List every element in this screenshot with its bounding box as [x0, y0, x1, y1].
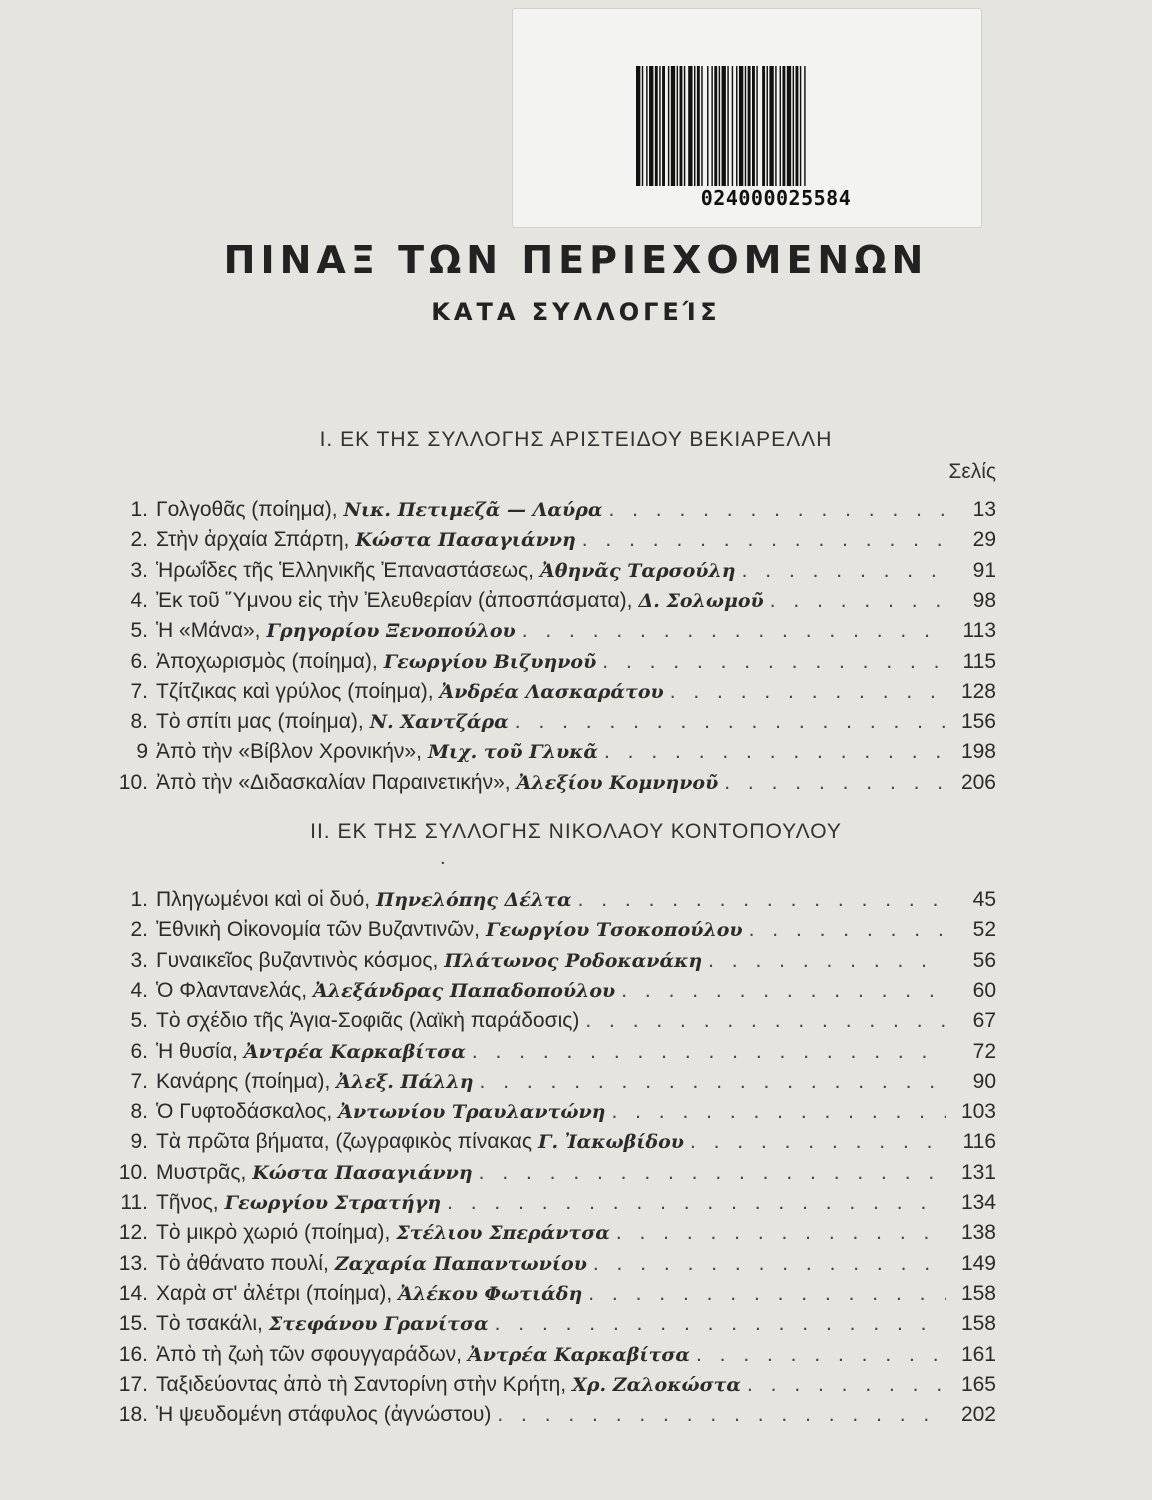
- toc-entry: [110, 680, 996, 710]
- entry-number: 6.: [130, 649, 148, 673]
- entry-page-number: 103: [960, 1100, 996, 1124]
- entry-author: Κώστα Πασαγιάννη: [252, 1161, 473, 1184]
- entry-number: 4.: [130, 588, 148, 612]
- dot-leader: [749, 918, 946, 942]
- entry-page-number: 98: [972, 588, 996, 612]
- entry-author: Κώστα Πασαγιάννη: [355, 529, 576, 552]
- entry-title: Γυναικεῖος βυζαντινὸς κόσμος,: [156, 948, 439, 972]
- toc-entry: [110, 589, 996, 619]
- entry-number: 7.: [130, 679, 148, 703]
- toc-entry: [110, 1312, 996, 1342]
- entry-number: 9: [136, 740, 148, 764]
- entry-title: Ἀποχωρισμὸς (ποίημα),: [156, 649, 378, 673]
- toc-entry: [110, 1282, 996, 1312]
- dot-leader: [670, 680, 946, 704]
- entry-title: Ταξιδεύοντας ἀπὸ τὴ Σαντορίνη στὴν Κρήτη,: [156, 1372, 567, 1396]
- entry-number: 2.: [130, 918, 148, 942]
- dot-leader: [582, 528, 946, 552]
- toc-entry: [110, 1130, 996, 1160]
- dot-leader: [621, 979, 946, 1003]
- toc-entry: [110, 1161, 996, 1191]
- pages-column-header: Σελίς: [948, 460, 996, 483]
- entry-author: Χρ. Ζαλοκώστα: [572, 1373, 741, 1396]
- entry-number: 13.: [118, 1251, 148, 1275]
- entry-title: Μυστρᾶς,: [156, 1160, 247, 1184]
- entry-page-number: 165: [960, 1372, 996, 1396]
- entry-number: 16.: [118, 1342, 148, 1366]
- entry-author: Πηνελόπης Δέλτα: [376, 889, 572, 911]
- entry-title: Ἡ θυσία,: [156, 1039, 238, 1063]
- entry-page-number: 60: [972, 978, 996, 1002]
- entry-author: Γρηγορίου Ξενοπούλου: [266, 620, 516, 643]
- dot-leader: [578, 888, 946, 912]
- entry-title: Χαρὰ στ' ἀλέτρι (ποίημα),: [156, 1281, 393, 1305]
- entry-title: Τζίτζικας καὶ γρύλος (ποίημα),: [156, 679, 434, 703]
- entry-number: 3.: [130, 948, 148, 972]
- entry-title: Τῆνος,: [156, 1191, 219, 1214]
- entry-page-number: 158: [960, 1312, 996, 1336]
- entry-number: 8.: [130, 1100, 148, 1124]
- toc-entry: [110, 1070, 996, 1100]
- toc-entry: [110, 918, 996, 948]
- entry-page-number: 29: [972, 528, 996, 552]
- stray-mark: ·: [440, 853, 446, 874]
- dot-leader: [611, 1100, 946, 1124]
- entry-number: 6.: [130, 1039, 148, 1063]
- dot-leader: [588, 1282, 946, 1306]
- entry-page-number: 149: [960, 1251, 996, 1275]
- dot-leader: [447, 1191, 946, 1215]
- entry-author: Μιχ. τοῦ Γλυκᾶ: [427, 741, 599, 764]
- entry-page-number: 90: [972, 1069, 996, 1093]
- entry-title: Τὸ σχέδιο τῆς Ἁγια-Σοφιᾶς (λαϊκὴ παράδοσις): [156, 1009, 580, 1033]
- entry-title: Ἡ ψευδομένη στάφυλος (ἀγνώστου): [156, 1403, 492, 1427]
- entry-title: Ἀπὸ τὴν «Διδασκαλίαν Παραινετικήν»,: [156, 770, 511, 794]
- section-heading-1: Ι. ΕΚ ΤΗΣ ΣΥΛΛΟΓΗΣ ΑΡΙΣΤΕΙΔΟΥ ΒΕΚΙΑΡΕΛΛΗ: [319, 428, 833, 451]
- entry-title: Ἀπὸ τὴ ζωὴ τῶν σφουγγαράδων,: [156, 1342, 462, 1366]
- entry-title: Ὁ Φλαντανελάς,: [156, 978, 308, 1002]
- entry-title: Πληγωμένοι καὶ οἱ δυό,: [156, 888, 371, 911]
- dot-leader: [708, 949, 946, 973]
- page-subtitle: ΚΑΤΑ ΣΥΛΛΟΓΕΊΣ: [431, 298, 721, 326]
- entry-title: Τὸ ἀθάνατο πουλί,: [156, 1251, 329, 1275]
- dot-leader: [604, 740, 946, 764]
- entry-title: Τὸ τσακάλι,: [156, 1312, 263, 1336]
- entry-author: Γεωργίου Στρατήγη: [224, 1192, 442, 1214]
- toc-entry: [110, 1040, 996, 1070]
- entry-page-number: 134: [960, 1191, 996, 1214]
- dot-leader: [696, 1343, 946, 1367]
- toc-entry: [110, 888, 996, 918]
- entry-author: Ἀλεξίου Κομνηνοῦ: [516, 771, 719, 794]
- entry-page-number: 156: [960, 710, 996, 734]
- entry-author: Ἀντρέα Καρκαβίτσα: [243, 1040, 466, 1063]
- entry-page-number: 116: [962, 1130, 996, 1154]
- dot-leader: [515, 710, 946, 734]
- entry-author: Ἀντρέα Καρκαβίτσα: [468, 1343, 690, 1366]
- entry-number: 12.: [118, 1221, 148, 1245]
- toc-entry: [110, 559, 996, 589]
- entry-title: Ἡρωΐδες τῆς Ἑλληνικῆς Ἐπαναστάσεως,: [156, 558, 534, 582]
- dot-leader: [690, 1130, 946, 1154]
- entry-title: Ἀπὸ τὴν «Βίβλον Χρονικήν»,: [156, 740, 422, 764]
- toc-entry: [110, 1343, 996, 1373]
- entry-page-number: 56: [972, 948, 996, 972]
- toc-entry: [110, 1252, 996, 1282]
- section-heading-2: ΙΙ. ΕΚ ΤΗΣ ΣΥΛΛΟΓΗΣ ΝΙΚΟΛΑΟΥ ΚΟΝΤΟΠΟΥΛΟΥ: [310, 820, 842, 843]
- entry-author: Ἀλεξ. Πάλλη: [336, 1070, 474, 1093]
- entry-author: Στέλιου Σπεράντσα: [396, 1222, 610, 1245]
- dot-leader: [608, 498, 946, 522]
- entry-number: 14.: [118, 1281, 148, 1305]
- entry-number: 17.: [118, 1372, 148, 1396]
- entry-number: 4.: [130, 978, 148, 1002]
- entry-author: Γεωργίου Βιζυηνοῦ: [383, 650, 597, 673]
- entry-number: 11.: [120, 1191, 148, 1214]
- entry-title: Ἐκ τοῦ Ὕμνου εἰς τὴν Ἐλευθερίαν (ἀποσπάσματα),: [156, 588, 633, 612]
- dot-leader: [480, 1070, 946, 1094]
- entry-number: 1.: [130, 888, 148, 911]
- dot-leader: [472, 1040, 946, 1064]
- entry-page-number: 113: [962, 619, 996, 643]
- dot-leader: [616, 1221, 946, 1245]
- entry-number: 5.: [130, 619, 148, 643]
- entry-title: Ἡ «Μάνα»,: [156, 619, 261, 643]
- dot-leader: [497, 1403, 946, 1427]
- toc-entry: [110, 1009, 996, 1039]
- dot-leader: [602, 650, 946, 674]
- entry-author: Πλάτωνος Ροδοκανάκη: [444, 949, 703, 972]
- barcode-number: 024000025584: [700, 186, 852, 210]
- entry-author: Ἀλέκου Φωτιάδη: [398, 1282, 583, 1305]
- dot-leader: [495, 1312, 946, 1336]
- dot-leader: [742, 559, 946, 583]
- entry-page-number: 67: [972, 1009, 996, 1033]
- entry-page-number: 202: [960, 1403, 996, 1427]
- toc-entry: [110, 1403, 996, 1433]
- entry-title: Στὴν ἀρχαία Σπάρτη,: [156, 528, 350, 552]
- entry-author: Ἀντωνίου Τραυλαντώνη: [338, 1101, 606, 1124]
- entry-author: Ἀθηνᾶς Ταρσούλη: [540, 559, 736, 582]
- entry-number: 3.: [130, 558, 148, 582]
- entry-page-number: 161: [960, 1342, 996, 1366]
- entry-number: 18.: [118, 1403, 148, 1427]
- entry-page-number: 45: [972, 888, 996, 911]
- toc-entry: [110, 979, 996, 1009]
- entry-title: Κανάρης (ποίημα),: [156, 1069, 331, 1093]
- toc-entry: [110, 650, 996, 680]
- barcode-image: [636, 66, 916, 186]
- dot-leader: [479, 1161, 946, 1185]
- toc-entry: [110, 1373, 996, 1403]
- entry-number: 8.: [130, 710, 148, 734]
- toc-entry: [110, 1100, 996, 1130]
- entry-page-number: 91: [972, 558, 996, 582]
- entry-page-number: 138: [960, 1221, 996, 1245]
- entry-page-number: 206: [960, 770, 996, 794]
- toc-entry: [110, 740, 996, 770]
- toc-entry: [110, 1221, 996, 1251]
- dot-leader: [593, 1252, 946, 1276]
- entry-number: 1.: [130, 498, 148, 521]
- toc-entry: [110, 949, 996, 979]
- toc-entry: [110, 710, 996, 740]
- entry-number: 2.: [130, 528, 148, 552]
- entry-page-number: 128: [960, 679, 996, 703]
- entry-page-number: 13: [972, 498, 996, 521]
- toc-entry: [110, 619, 996, 649]
- entry-title: Τὸ σπίτι μας (ποίημα),: [156, 710, 364, 734]
- entry-title: Ἐθνικὴ Οἰκονομία τῶν Βυζαντινῶν,: [156, 918, 480, 942]
- entry-page-number: 158: [960, 1281, 996, 1305]
- entry-page-number: 115: [962, 649, 996, 673]
- entry-title: Γολγοθᾶς (ποίημα),: [156, 498, 338, 521]
- dot-leader: [770, 589, 946, 613]
- entry-author: Γεωργίου Τσοκοπούλου: [485, 919, 743, 942]
- dot-leader: [724, 771, 946, 795]
- dot-leader: [585, 1009, 946, 1033]
- dot-leader: [747, 1373, 946, 1397]
- toc-entry: [110, 771, 996, 801]
- entry-number: 10.: [118, 1160, 148, 1184]
- entry-page-number: 198: [960, 740, 996, 764]
- entry-author: Ἀλεξάνδρας Παπαδοπούλου: [313, 979, 616, 1002]
- entry-number: 7.: [130, 1069, 148, 1093]
- entry-number: 10.: [118, 770, 148, 794]
- toc-entry: [110, 1191, 996, 1221]
- entry-title: Τὰ πρῶτα βήματα, (ζωγραφικὸς πίνακας: [156, 1130, 532, 1154]
- entry-page-number: 72: [972, 1039, 996, 1063]
- toc-entry: [110, 498, 996, 528]
- entry-author: Ἀνδρέα Λασκαράτου: [439, 680, 664, 703]
- page-title: ΠΙΝΑΞ ΤΩΝ ΠΕΡΙΕΧΟΜΕΝΩΝ: [223, 238, 929, 282]
- entry-title: Ὁ Γυφτοδάσκαλος,: [156, 1100, 333, 1124]
- entry-title: Τὸ μικρὸ χωριό (ποίημα),: [156, 1221, 391, 1245]
- entry-author: Ν. Χαντζάρα: [369, 711, 509, 734]
- entry-author: Γ. Ἰακωβίδου: [537, 1131, 684, 1154]
- entry-page-number: 131: [960, 1160, 996, 1184]
- entry-author: Νικ. Πετιμεζᾶ — Λαύρα: [343, 499, 603, 521]
- entry-number: 15.: [118, 1312, 148, 1336]
- dot-leader: [522, 619, 946, 643]
- entry-author: Στεφάνου Γρανίτσα: [268, 1313, 489, 1336]
- entry-author: Δ. Σολωμοῦ: [638, 589, 764, 612]
- toc-entry: [110, 528, 996, 558]
- entry-author: Ζαχαρία Παπαντωνίου: [334, 1252, 587, 1275]
- entry-page-number: 52: [972, 918, 996, 942]
- entry-number: 9.: [130, 1130, 148, 1154]
- entry-number: 5.: [130, 1009, 148, 1033]
